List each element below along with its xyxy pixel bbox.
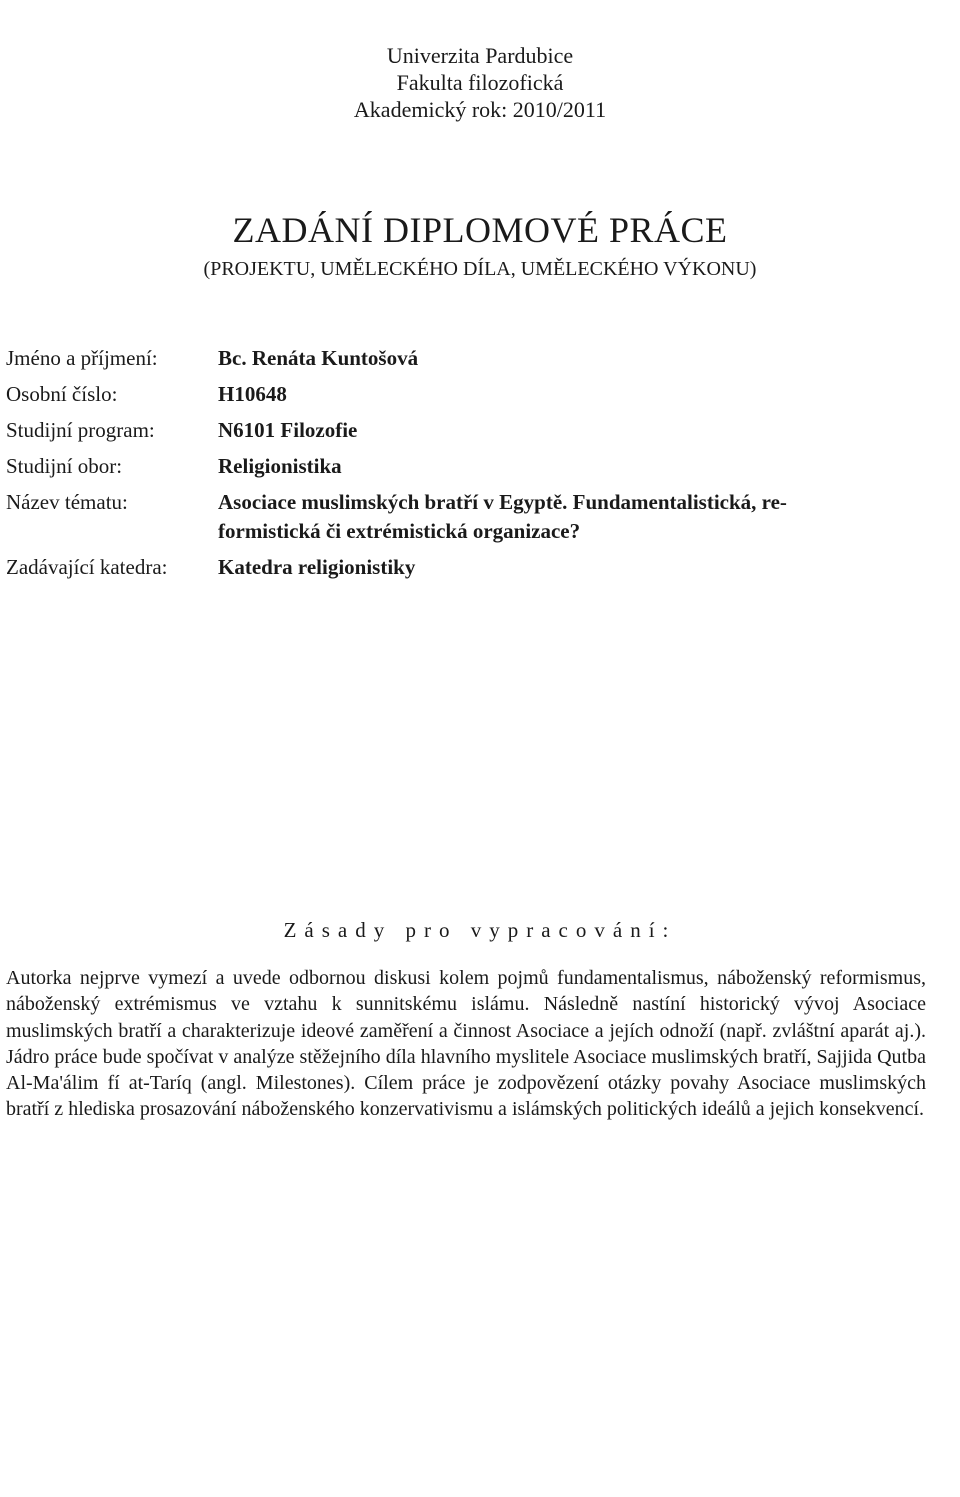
name-value: Bc. Renáta Kuntošová <box>218 346 419 370</box>
student-info <box>6 344 946 589</box>
document-title: ZADÁNÍ DIPLOMOVÉ PRÁCE <box>232 210 728 250</box>
academic-year: Akademický rok: 2010/2011 <box>353 97 607 122</box>
topic-value <box>218 488 946 546</box>
department-value: Katedra religionistiky <box>218 555 416 579</box>
field-value: Religionistika <box>218 454 342 478</box>
info-row-field <box>6 452 946 481</box>
id-value: H10648 <box>218 382 287 406</box>
university-name: Univerzita Pardubice <box>386 43 574 68</box>
program-label: Studijní program: <box>6 418 155 442</box>
topic-label: Název tématu: <box>6 490 128 514</box>
topic-value-line2: formistická či extrémistická organizace? <box>218 519 581 543</box>
section-title: Zásady pro vypracování: <box>283 918 677 942</box>
info-row-topic <box>6 488 946 546</box>
topic-value-line1: Asociace muslimských bratří v Egyptě. Fundamentalistická, re- <box>218 490 787 514</box>
id-label: Osobní číslo: <box>6 382 118 406</box>
document-subtitle: (PROJEKTU, UMĚLECKÉHO DÍLA, UMĚLECKÉHO VÝKONU) <box>203 258 757 280</box>
department-label: Zadávající katedra: <box>6 555 168 579</box>
document-header <box>0 42 960 123</box>
info-row-name <box>6 344 946 373</box>
body-text: Autorka nejprve vymezí a uvede odbornou diskusi kolem pojmů fundamentalismus, náboženský reformismus, náboženský extrémismus ve vztahu k sunnitskému islámu. Následně nastíní historický vývoj Asociace muslimských bratří a charakterizuje ideové zaměření a činnost Asociace a jejích odnoží (např. zvláštní aparát aj.). Jádro práce bude spočívat v analýze stěžejního díla hlavního myslitele Asociace muslimských bratří, Sajjida Qutba Al-Ma'álim fí at-Taríq (angl. Milestones). Cílem práce je zodpovězení otázky povahy Asociace muslimských bratří z hlediska prosazování náboženského konzervativismu a islámských politických ideálů a jejich konsekvencí. <box>6 967 926 1121</box>
faculty-name: Fakulta filozofická <box>396 70 564 95</box>
info-row-program <box>6 416 946 445</box>
name-label: Jméno a příjmení: <box>6 346 158 370</box>
info-row-department <box>6 553 946 582</box>
program-value: N6101 Filozofie <box>218 418 358 442</box>
info-row-id <box>6 380 946 409</box>
field-label: Studijní obor: <box>6 454 123 478</box>
